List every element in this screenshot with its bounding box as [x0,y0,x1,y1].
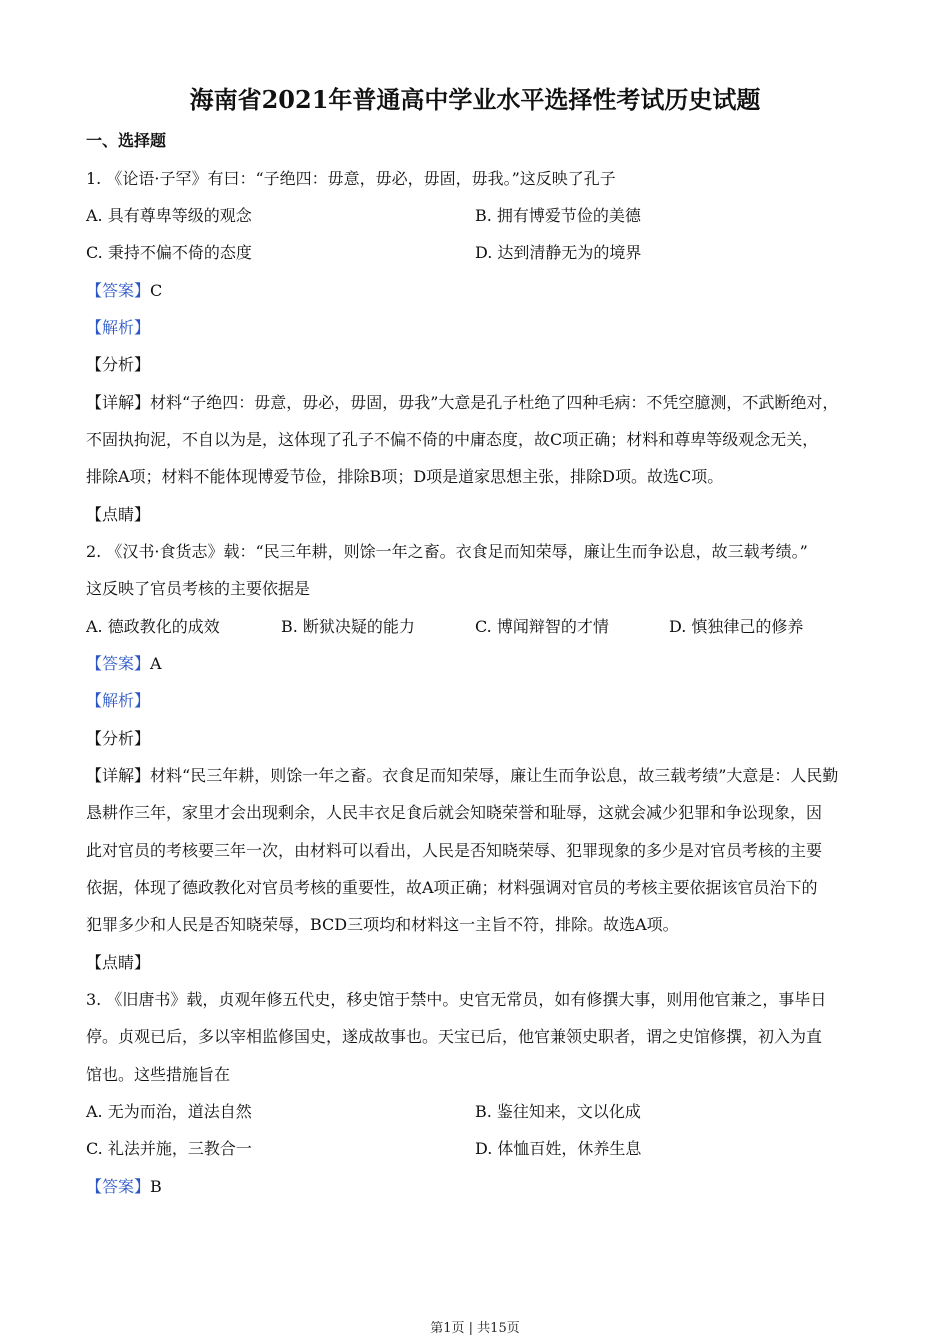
question-2-detail-line-1 [86,763,838,789]
question-1-option-b: B. 拥有博爱节俭的美德 [475,206,641,225]
question-2-stem-line-1: 2. 《汉书·食货志》载：“民三年耕，则馀一年之畜。衣食足而知荣辱，廉让生而争讼息，故三载考绩。” [86,542,808,561]
question-3-stem-line-3: 馆也。这些措施旨在 [86,1065,231,1084]
question-2-detail-line-5: 犯罪多少和人民是否知晓荣辱，BCD三项均和材料这一主旨不符，排除。故选A项。 [86,915,679,934]
question-1-option-c: C. 秉持不偏不倚的态度 [86,243,252,262]
question-1-detail-line-3: 排除A项；材料不能体现博爱节俭，排除B项；D项是道家思想主张，排除D项。故选C项。 [86,467,724,486]
detail-text: 材料“民三年耕，则馀一年之畜。衣食足而知荣辱，廉让生而争讼息，故三载考绩”大意是：人民勤 [150,766,839,785]
question-2-option-b: B. 断狱决疑的能力 [281,617,415,636]
page-title: 海南省2021年普通高中学业水平选择性考试历史试题 [189,85,761,114]
question-3-option-b: B. 鉴往知来，文以化成 [475,1102,641,1121]
answer-label: 【答案】 [86,281,151,300]
question-1-fenxi-label: 【分析】 [86,355,151,374]
question-2-option-c: C. 博闻辩智的才情 [475,617,609,636]
question-2-dianjing-label: 【点睛】 [86,953,151,972]
detail-label: 【详解】 [86,766,151,785]
answer-value: A [150,654,162,673]
question-1-stem: 1. 《论语·子罕》有曰：“子绝四：毋意，毋必，毋固，毋我。”这反映了孔子 [86,169,616,188]
question-3-stem-line-1: 3. 《旧唐书》载，贞观年修五代史，移史馆于禁中。史官无常员，如有修撰大事，则用他官兼之，事毕日 [86,990,827,1009]
question-1-option-a: A. 具有尊卑等级的观念 [86,206,252,225]
page-footer: 第1页 | 共15页 [430,1321,520,1336]
question-1-detail-line-2: 不固执拘泥，不自以为是，这体现了孔子不偏不倚的中庸态度，故C项正确；材料和尊卑等级观念无关， [86,430,819,449]
section-heading: 一、选择题 [86,131,167,150]
detail-label: 【详解】 [86,393,151,412]
question-2-answer [86,651,162,677]
question-2-stem-line-2: 这反映了官员考核的主要依据是 [86,579,311,598]
question-1-dianjing-label: 【点睛】 [86,505,151,524]
question-2-option-a: A. 德政教化的成效 [86,617,220,636]
question-2-detail-line-3: 此对官员的考核要三年一次，由材料可以看出，人民是否知晓荣辱、犯罪现象的多少是对官员考核的主要 [86,841,823,860]
answer-value: B [150,1177,162,1196]
answer-value: C [150,281,163,300]
detail-text: 材料“子绝四：毋意，毋必，毋固，毋我”大意是孔子杜绝了四种毛病：不凭空臆测，不武断绝对， [150,393,839,412]
question-1-option-d: D. 达到清静无为的境界 [475,243,642,262]
answer-label: 【答案】 [86,654,151,673]
question-3-option-a: A. 无为而治，道法自然 [86,1102,252,1121]
question-3-stem-line-2: 停。贞观已后，多以宰相监修国史，遂成故事也。天宝已后，他官兼领史职者，谓之史馆修撰，初入为直 [86,1027,823,1046]
question-3-answer [86,1174,162,1200]
question-1-answer [86,278,162,304]
answer-label: 【答案】 [86,1177,151,1196]
question-2-detail-line-2: 恳耕作三年，家里才会出现剩余，人民丰衣足食后就会知晓荣誉和耻辱，这就会减少犯罪和争讼现象，因 [86,803,823,822]
question-2-jiexi-label: 【解析】 [86,691,151,710]
question-3-option-c: C. 礼法并施，三教合一 [86,1139,252,1158]
question-2-detail-line-4: 依据，体现了德政教化对官员考核的重要性，故A项正确；材料强调对官员的考核主要依据该官员治下的 [86,878,818,897]
question-1-detail-line-1 [86,390,838,416]
question-1-jiexi-label: 【解析】 [86,318,151,337]
question-3-option-d: D. 体恤百姓，休养生息 [475,1139,642,1158]
question-2-option-d: D. 慎独律己的修养 [669,617,804,636]
question-2-fenxi-label: 【分析】 [86,729,151,748]
